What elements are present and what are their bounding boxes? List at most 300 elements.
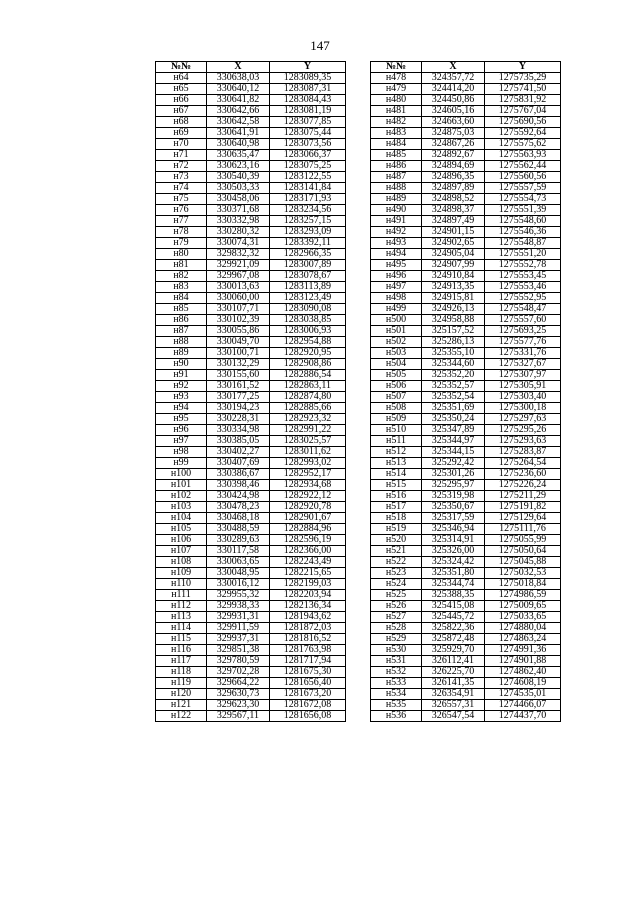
point-number-cell: н98: [156, 447, 207, 458]
table-row: [371, 414, 561, 425]
y-coordinate-cell: 1275305,91: [485, 381, 561, 392]
x-coordinate-cell: 330488,59: [207, 524, 270, 535]
x-coordinate-cell: 325445,72: [422, 612, 485, 623]
x-coordinate-cell: 325355,10: [422, 348, 485, 359]
x-coordinate-cell: 324450,86: [422, 95, 485, 106]
x-coordinate-cell: 329955,32: [207, 590, 270, 601]
y-coordinate-cell: 1275592,64: [485, 128, 561, 139]
point-number-cell: н527: [371, 612, 422, 623]
point-number-cell: н66: [156, 95, 207, 106]
point-number-cell: н484: [371, 139, 422, 150]
x-coordinate-cell: 325350,67: [422, 502, 485, 513]
x-coordinate-cell: 325324,42: [422, 557, 485, 568]
x-coordinate-cell: 324926,13: [422, 304, 485, 315]
table-row: [156, 524, 346, 535]
table-row: [156, 260, 346, 271]
x-coordinate-cell: 330063,65: [207, 557, 270, 568]
table-row: [156, 227, 346, 238]
x-coordinate-cell: 326354,91: [422, 689, 485, 700]
y-coordinate-cell: 1275741,50: [485, 84, 561, 95]
y-coordinate-cell: 1275307,97: [485, 370, 561, 381]
point-number-cell: н101: [156, 480, 207, 491]
point-number-cell: н67: [156, 106, 207, 117]
point-number-cell: н95: [156, 414, 207, 425]
x-coordinate-cell: 325326,00: [422, 546, 485, 557]
y-coordinate-cell: 1275552,78: [485, 260, 561, 271]
table-row: [371, 469, 561, 480]
point-number-cell: н488: [371, 183, 422, 194]
y-coordinate-cell: 1283084,43: [270, 95, 346, 106]
column-header-number: №№: [156, 62, 207, 73]
table-row: [371, 73, 561, 84]
table-row: [371, 106, 561, 117]
table-row: [156, 128, 346, 139]
x-coordinate-cell: 325157,52: [422, 326, 485, 337]
x-coordinate-cell: 326225,70: [422, 667, 485, 678]
y-coordinate-cell: 1275554,73: [485, 194, 561, 205]
point-number-cell: н119: [156, 678, 207, 689]
table-row: [156, 282, 346, 293]
x-coordinate-cell: 325415,08: [422, 601, 485, 612]
y-coordinate-cell: 1275293,63: [485, 436, 561, 447]
x-coordinate-cell: 330177,25: [207, 392, 270, 403]
x-coordinate-cell: 325301,26: [422, 469, 485, 480]
x-coordinate-cell: 324913,35: [422, 282, 485, 293]
table-row: [371, 183, 561, 194]
table-row: [156, 150, 346, 161]
point-number-cell: н510: [371, 425, 422, 436]
point-number-cell: н74: [156, 183, 207, 194]
x-coordinate-cell: 325346,94: [422, 524, 485, 535]
x-coordinate-cell: 330100,71: [207, 348, 270, 359]
y-coordinate-cell: 1275055,99: [485, 535, 561, 546]
point-number-cell: н486: [371, 161, 422, 172]
column-header-x: X: [422, 62, 485, 73]
point-number-cell: н77: [156, 216, 207, 227]
point-number-cell: н78: [156, 227, 207, 238]
y-coordinate-cell: 1275045,88: [485, 557, 561, 568]
point-number-cell: н532: [371, 667, 422, 678]
x-coordinate-cell: 330228,31: [207, 414, 270, 425]
y-coordinate-cell: 1275191,82: [485, 502, 561, 513]
table-row: [156, 161, 346, 172]
y-coordinate-cell: 1282901,67: [270, 513, 346, 524]
table-row: [371, 645, 561, 656]
x-coordinate-cell: 330371,68: [207, 205, 270, 216]
table-row: [156, 656, 346, 667]
column-header-y: Y: [270, 62, 346, 73]
point-number-cell: н97: [156, 436, 207, 447]
table-row: [156, 469, 346, 480]
table-row: [371, 359, 561, 370]
x-coordinate-cell: 325352,20: [422, 370, 485, 381]
y-coordinate-cell: 1275560,56: [485, 172, 561, 183]
table-row: [156, 183, 346, 194]
table-row: [156, 403, 346, 414]
coordinates-table-right: [370, 61, 561, 722]
y-coordinate-cell: 1282908,86: [270, 359, 346, 370]
table-row: [371, 612, 561, 623]
y-coordinate-cell: 1275690,56: [485, 117, 561, 128]
x-coordinate-cell: 324897,89: [422, 183, 485, 194]
table-row: [371, 282, 561, 293]
table-row: [371, 95, 561, 106]
point-number-cell: н120: [156, 689, 207, 700]
point-number-cell: н487: [371, 172, 422, 183]
y-coordinate-cell: 1282203,94: [270, 590, 346, 601]
point-number-cell: н72: [156, 161, 207, 172]
y-coordinate-cell: 1283087,31: [270, 84, 346, 95]
y-coordinate-cell: 1274437,70: [485, 711, 561, 722]
point-number-cell: н522: [371, 557, 422, 568]
point-number-cell: н519: [371, 524, 422, 535]
x-coordinate-cell: 325344,97: [422, 436, 485, 447]
table-row: [371, 84, 561, 95]
table-row: [156, 711, 346, 722]
x-coordinate-cell: 326557,31: [422, 700, 485, 711]
point-number-cell: н71: [156, 150, 207, 161]
y-coordinate-cell: 1275331,76: [485, 348, 561, 359]
table-row: [156, 502, 346, 513]
table-row: [156, 348, 346, 359]
table-row: [371, 304, 561, 315]
y-coordinate-cell: 1274863,24: [485, 634, 561, 645]
y-coordinate-cell: 1274535,01: [485, 689, 561, 700]
table-row: [371, 337, 561, 348]
point-number-cell: н496: [371, 271, 422, 282]
y-coordinate-cell: 1275295,26: [485, 425, 561, 436]
point-number-cell: н498: [371, 293, 422, 304]
table-row: [371, 689, 561, 700]
x-coordinate-cell: 325344,74: [422, 579, 485, 590]
column-header-y: Y: [485, 62, 561, 73]
x-coordinate-cell: 330642,66: [207, 106, 270, 117]
point-number-cell: н107: [156, 546, 207, 557]
y-coordinate-cell: 1275551,39: [485, 205, 561, 216]
x-coordinate-cell: 324867,26: [422, 139, 485, 150]
point-number-cell: н118: [156, 667, 207, 678]
table-row: [156, 645, 346, 656]
x-coordinate-cell: 330016,12: [207, 579, 270, 590]
y-coordinate-cell: 1283392,11: [270, 238, 346, 249]
point-number-cell: н92: [156, 381, 207, 392]
table-row: [371, 172, 561, 183]
table-row: [156, 447, 346, 458]
y-coordinate-cell: 1281673,20: [270, 689, 346, 700]
point-number-cell: н482: [371, 117, 422, 128]
x-coordinate-cell: 330280,32: [207, 227, 270, 238]
x-coordinate-cell: 325344,60: [422, 359, 485, 370]
table-row: [156, 667, 346, 678]
y-coordinate-cell: 1283075,44: [270, 128, 346, 139]
column-header-x: X: [207, 62, 270, 73]
x-coordinate-cell: 330107,71: [207, 304, 270, 315]
point-number-cell: н479: [371, 84, 422, 95]
point-number-cell: н88: [156, 337, 207, 348]
x-coordinate-cell: 324892,67: [422, 150, 485, 161]
table-row: [156, 271, 346, 282]
x-coordinate-cell: 330155,60: [207, 370, 270, 381]
point-number-cell: н110: [156, 579, 207, 590]
y-coordinate-cell: 1282215,65: [270, 568, 346, 579]
table-row: [371, 117, 561, 128]
table-row: [371, 370, 561, 381]
point-number-cell: н115: [156, 634, 207, 645]
y-coordinate-cell: 1282136,34: [270, 601, 346, 612]
point-number-cell: н68: [156, 117, 207, 128]
x-coordinate-cell: 324898,37: [422, 205, 485, 216]
x-coordinate-cell: 329931,31: [207, 612, 270, 623]
y-coordinate-cell: 1283066,37: [270, 150, 346, 161]
table-row: [156, 436, 346, 447]
y-coordinate-cell: 1283123,49: [270, 293, 346, 304]
y-coordinate-cell: 1275557,60: [485, 315, 561, 326]
x-coordinate-cell: 329967,08: [207, 271, 270, 282]
y-coordinate-cell: 1275577,76: [485, 337, 561, 348]
table-row: [156, 535, 346, 546]
x-coordinate-cell: 329832,32: [207, 249, 270, 260]
point-number-cell: н90: [156, 359, 207, 370]
y-coordinate-cell: 1281943,62: [270, 612, 346, 623]
y-coordinate-cell: 1283007,89: [270, 260, 346, 271]
table-row: [371, 546, 561, 557]
y-coordinate-cell: 1275553,46: [485, 282, 561, 293]
table-row: [156, 326, 346, 337]
table-row: [371, 392, 561, 403]
point-number-cell: н525: [371, 590, 422, 601]
table-row: [156, 337, 346, 348]
y-coordinate-cell: 1282993,02: [270, 458, 346, 469]
table-row: [156, 304, 346, 315]
point-number-cell: н81: [156, 260, 207, 271]
point-number-cell: н491: [371, 216, 422, 227]
x-coordinate-cell: 324357,72: [422, 73, 485, 84]
table-row: [371, 249, 561, 260]
coordinates-table-left: [155, 61, 346, 722]
x-coordinate-cell: 324898,52: [422, 194, 485, 205]
y-coordinate-cell: 1281717,94: [270, 656, 346, 667]
x-coordinate-cell: 330385,05: [207, 436, 270, 447]
x-coordinate-cell: 330458,06: [207, 194, 270, 205]
x-coordinate-cell: 330194,23: [207, 403, 270, 414]
y-coordinate-cell: 1282920,95: [270, 348, 346, 359]
y-coordinate-cell: 1282923,32: [270, 414, 346, 425]
x-coordinate-cell: 329937,31: [207, 634, 270, 645]
table-row: [156, 370, 346, 381]
point-number-cell: н86: [156, 315, 207, 326]
y-coordinate-cell: 1282596,19: [270, 535, 346, 546]
point-number-cell: н520: [371, 535, 422, 546]
x-coordinate-cell: 325822,36: [422, 623, 485, 634]
x-coordinate-cell: 325352,54: [422, 392, 485, 403]
y-coordinate-cell: 1283090,08: [270, 304, 346, 315]
x-coordinate-cell: 329702,28: [207, 667, 270, 678]
x-coordinate-cell: 330117,58: [207, 546, 270, 557]
point-number-cell: н521: [371, 546, 422, 557]
x-coordinate-cell: 330641,82: [207, 95, 270, 106]
table-row: [371, 293, 561, 304]
table-row: [156, 249, 346, 260]
point-number-cell: н503: [371, 348, 422, 359]
point-number-cell: н79: [156, 238, 207, 249]
table-row: [156, 579, 346, 590]
point-number-cell: н121: [156, 700, 207, 711]
point-number-cell: н500: [371, 315, 422, 326]
x-coordinate-cell: 326112,41: [422, 656, 485, 667]
x-coordinate-cell: 324905,04: [422, 249, 485, 260]
table-row: [156, 557, 346, 568]
y-coordinate-cell: 1275563,93: [485, 150, 561, 161]
y-coordinate-cell: 1275264,54: [485, 458, 561, 469]
x-coordinate-cell: 325350,24: [422, 414, 485, 425]
table-row: [371, 568, 561, 579]
point-number-cell: н493: [371, 238, 422, 249]
point-number-cell: н533: [371, 678, 422, 689]
y-coordinate-cell: 1282366,00: [270, 546, 346, 557]
table-row: [371, 502, 561, 513]
y-coordinate-cell: 1275553,45: [485, 271, 561, 282]
table-row: [156, 293, 346, 304]
x-coordinate-cell: 325872,48: [422, 634, 485, 645]
x-coordinate-cell: 325351,80: [422, 568, 485, 579]
x-coordinate-cell: 325317,59: [422, 513, 485, 524]
column-header-number: №№: [371, 62, 422, 73]
x-coordinate-cell: 325929,70: [422, 645, 485, 656]
x-coordinate-cell: 330503,33: [207, 183, 270, 194]
table-row: [371, 667, 561, 678]
point-number-cell: н530: [371, 645, 422, 656]
page-number: 147: [310, 38, 330, 53]
x-coordinate-cell: 324910,84: [422, 271, 485, 282]
x-coordinate-cell: 330102,39: [207, 315, 270, 326]
y-coordinate-cell: 1282874,80: [270, 392, 346, 403]
y-coordinate-cell: 1282199,03: [270, 579, 346, 590]
table-row: [371, 711, 561, 722]
point-number-cell: н495: [371, 260, 422, 271]
y-coordinate-cell: 1275032,53: [485, 568, 561, 579]
x-coordinate-cell: 329630,73: [207, 689, 270, 700]
table-row: [371, 436, 561, 447]
x-coordinate-cell: 325351,69: [422, 403, 485, 414]
point-number-cell: н122: [156, 711, 207, 722]
point-number-cell: н75: [156, 194, 207, 205]
x-coordinate-cell: 329921,09: [207, 260, 270, 271]
y-coordinate-cell: 1274880,04: [485, 623, 561, 634]
y-coordinate-cell: 1283078,67: [270, 271, 346, 282]
y-coordinate-cell: 1275129,64: [485, 513, 561, 524]
y-coordinate-cell: 1281675,30: [270, 667, 346, 678]
point-number-cell: н80: [156, 249, 207, 260]
point-number-cell: н489: [371, 194, 422, 205]
y-coordinate-cell: 1275018,84: [485, 579, 561, 590]
y-coordinate-cell: 1275226,24: [485, 480, 561, 491]
x-coordinate-cell: 330642,58: [207, 117, 270, 128]
x-coordinate-cell: 330332,98: [207, 216, 270, 227]
point-number-cell: н509: [371, 414, 422, 425]
y-coordinate-cell: 1275546,36: [485, 227, 561, 238]
x-coordinate-cell: 330289,63: [207, 535, 270, 546]
table-row: [371, 579, 561, 590]
y-coordinate-cell: 1275303,40: [485, 392, 561, 403]
x-coordinate-cell: 330638,03: [207, 73, 270, 84]
point-number-cell: н105: [156, 524, 207, 535]
table-row: [371, 227, 561, 238]
table-row: [371, 260, 561, 271]
table-header-row: [156, 62, 346, 73]
point-number-cell: н504: [371, 359, 422, 370]
point-number-cell: н507: [371, 392, 422, 403]
point-number-cell: н536: [371, 711, 422, 722]
table-row: [371, 271, 561, 282]
point-number-cell: н511: [371, 436, 422, 447]
table-row: [371, 326, 561, 337]
y-coordinate-cell: 1281872,03: [270, 623, 346, 634]
table-row: [156, 425, 346, 436]
table-row: [156, 392, 346, 403]
table-row: [156, 95, 346, 106]
point-number-cell: н99: [156, 458, 207, 469]
table-row: [371, 678, 561, 689]
y-coordinate-cell: 1282952,17: [270, 469, 346, 480]
x-coordinate-cell: 324915,81: [422, 293, 485, 304]
table-row: [156, 216, 346, 227]
y-coordinate-cell: 1282991,22: [270, 425, 346, 436]
point-number-cell: н112: [156, 601, 207, 612]
y-coordinate-cell: 1281672,08: [270, 700, 346, 711]
table-row: [156, 315, 346, 326]
point-number-cell: н513: [371, 458, 422, 469]
y-coordinate-cell: 1283025,57: [270, 436, 346, 447]
table-row: [371, 700, 561, 711]
table-row: [156, 700, 346, 711]
table-row: [156, 172, 346, 183]
y-coordinate-cell: 1282863,11: [270, 381, 346, 392]
table-row: [371, 458, 561, 469]
y-coordinate-cell: 1283006,93: [270, 326, 346, 337]
y-coordinate-cell: 1275297,63: [485, 414, 561, 425]
y-coordinate-cell: 1275283,87: [485, 447, 561, 458]
x-coordinate-cell: 329664,22: [207, 678, 270, 689]
point-number-cell: н512: [371, 447, 422, 458]
table-row: [371, 590, 561, 601]
y-coordinate-cell: 1275557,59: [485, 183, 561, 194]
table-row: [156, 84, 346, 95]
point-number-cell: н502: [371, 337, 422, 348]
x-coordinate-cell: 330013,63: [207, 282, 270, 293]
y-coordinate-cell: 1275562,44: [485, 161, 561, 172]
table-row: [156, 634, 346, 645]
point-number-cell: н529: [371, 634, 422, 645]
y-coordinate-cell: 1282920,78: [270, 502, 346, 513]
table-row: [156, 139, 346, 150]
table-body-right: [371, 73, 561, 722]
y-coordinate-cell: 1274986,59: [485, 590, 561, 601]
y-coordinate-cell: 1283141,84: [270, 183, 346, 194]
table-row: [156, 568, 346, 579]
y-coordinate-cell: 1275050,64: [485, 546, 561, 557]
table-row: [156, 359, 346, 370]
x-coordinate-cell: 330060,00: [207, 293, 270, 304]
table-header-row: [371, 62, 561, 73]
point-number-cell: н70: [156, 139, 207, 150]
table-row: [371, 403, 561, 414]
point-number-cell: н518: [371, 513, 422, 524]
y-coordinate-cell: 1274991,36: [485, 645, 561, 656]
x-coordinate-cell: 330407,69: [207, 458, 270, 469]
y-coordinate-cell: 1283122,55: [270, 172, 346, 183]
x-coordinate-cell: 330074,31: [207, 238, 270, 249]
point-number-cell: н492: [371, 227, 422, 238]
